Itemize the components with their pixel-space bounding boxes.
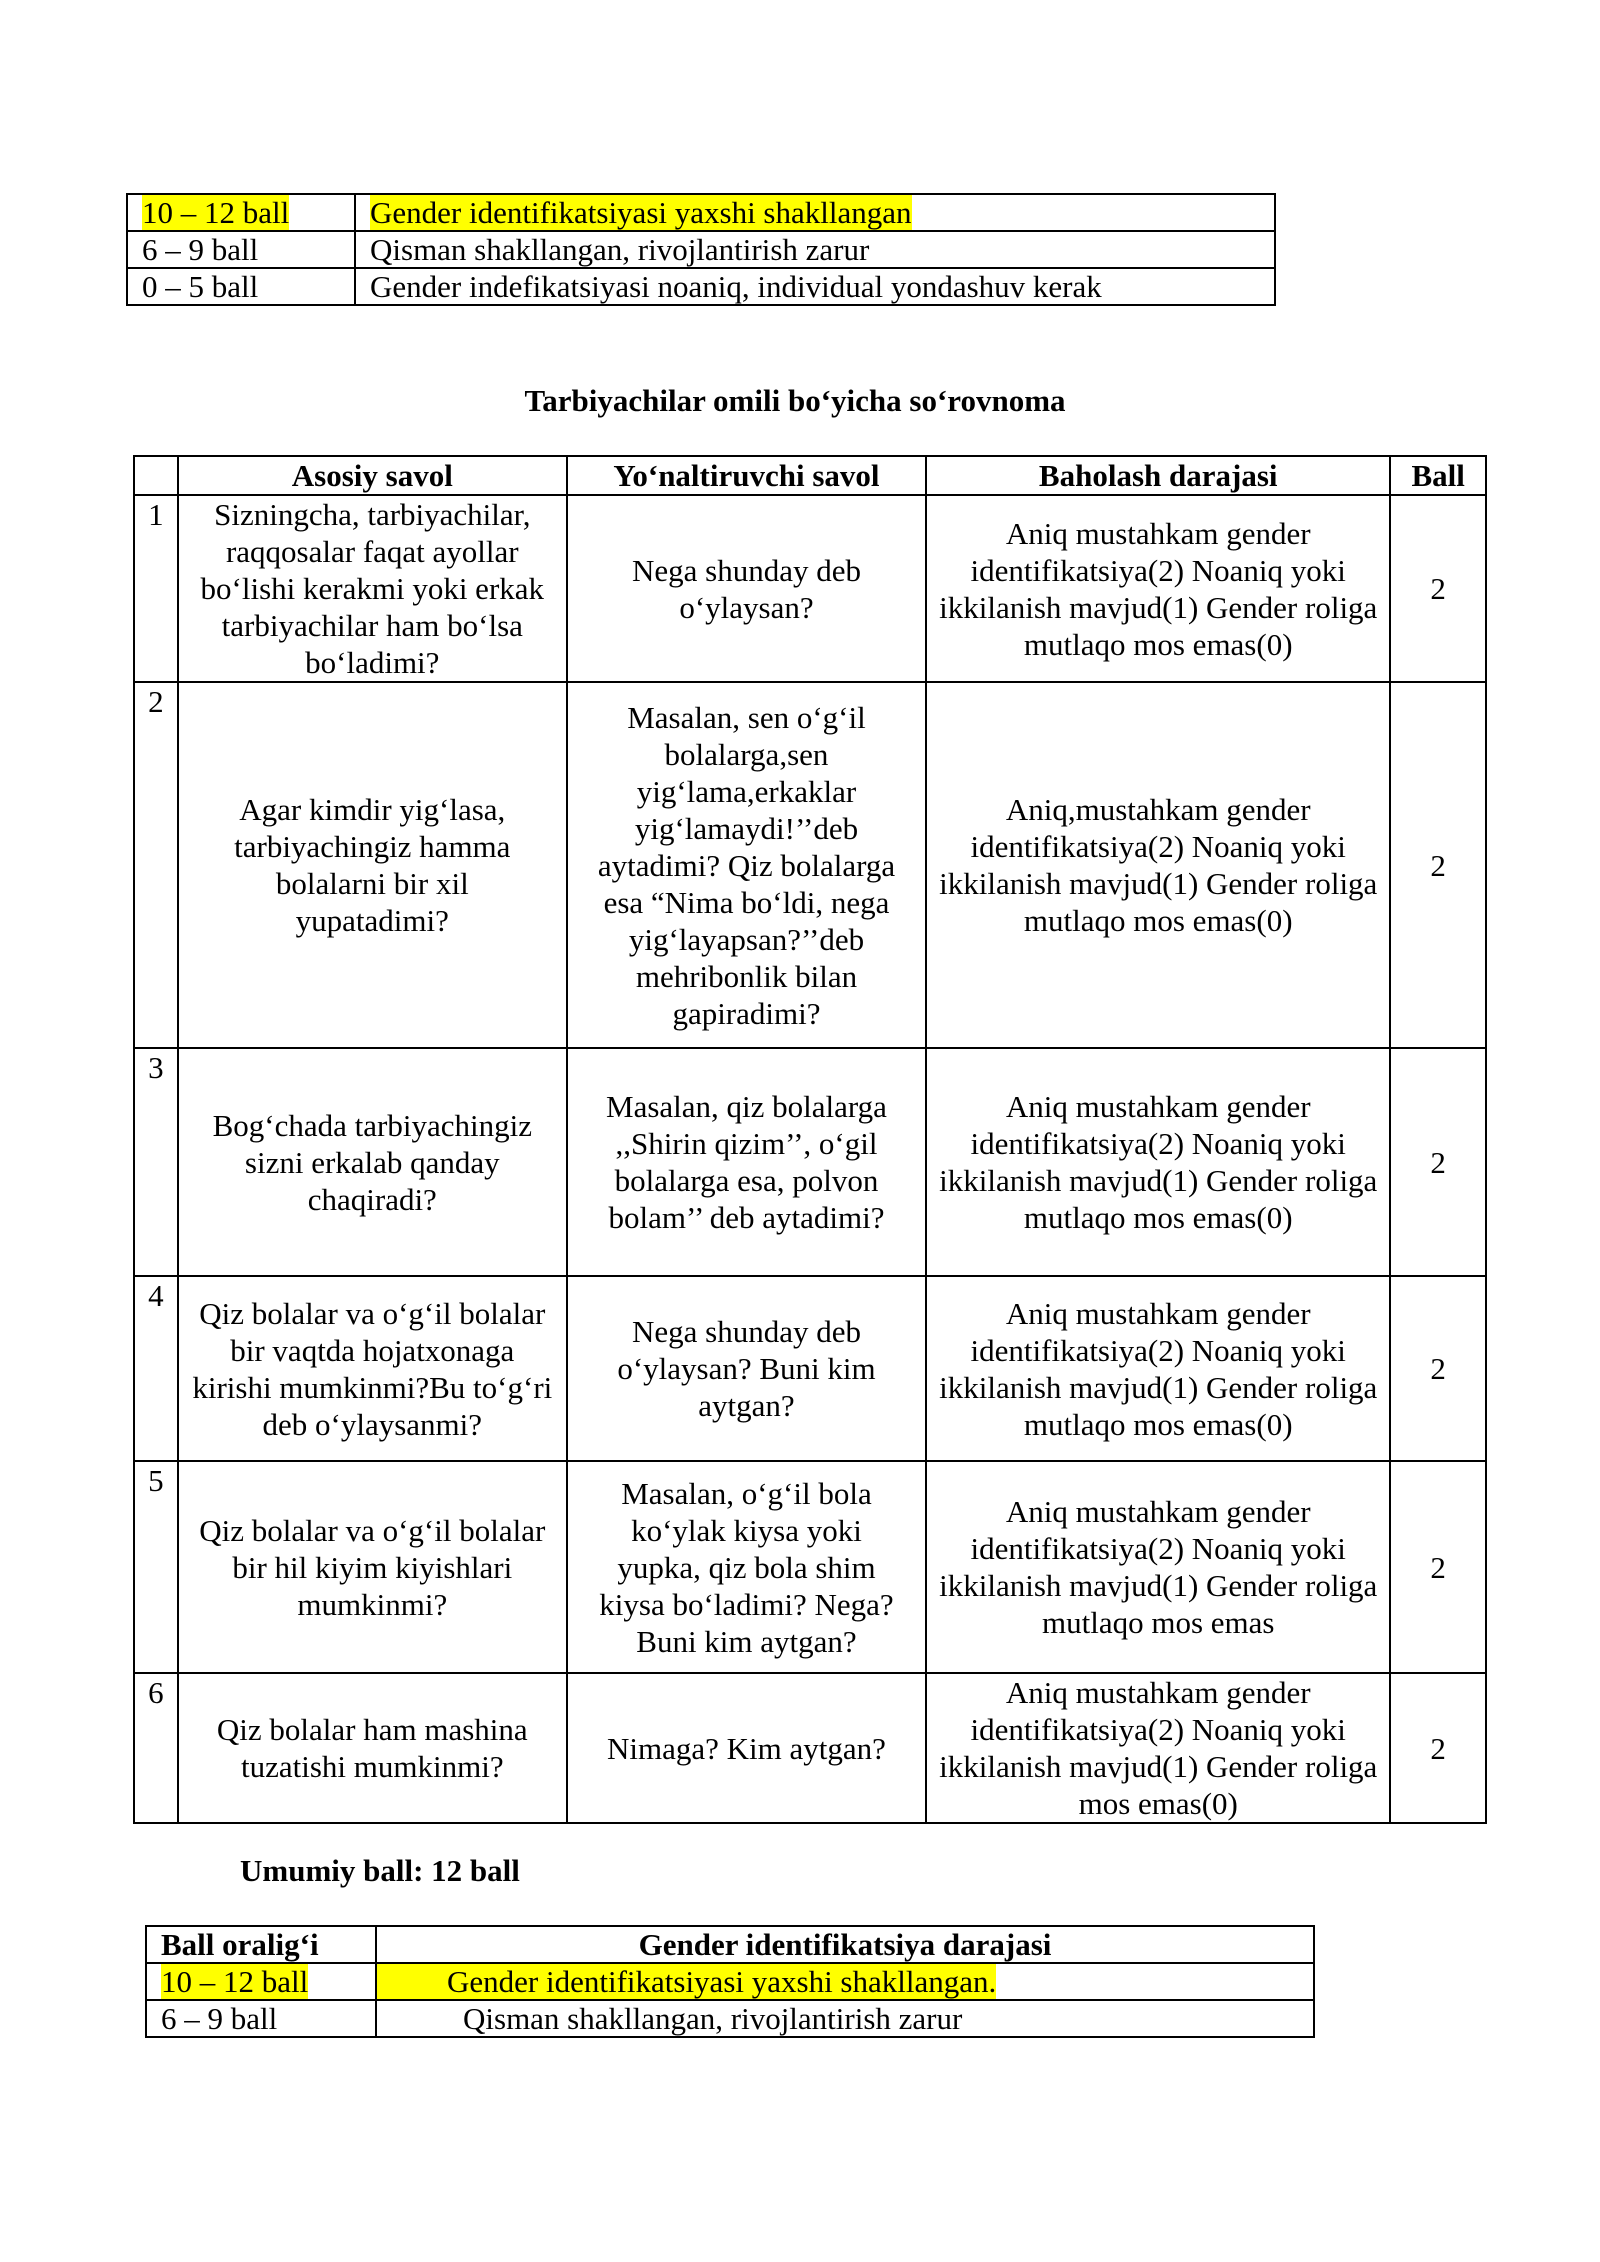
- header-main-question: Asosiy savol: [178, 456, 567, 495]
- assessment-text: Aniq mustahkam gender identifikatsiya(2) Noaniq yoki ikkilanish mavjud(1) Gender roliga mutlaqo mos emas(0): [939, 515, 1378, 662]
- main-question-text: Sizningcha, tarbiyachilar, raqqosalar faqat ayollar bo‘lishi kerakmi yoki erkak tarbiyachilar ham bo‘lsa bo‘ladimi?: [200, 497, 545, 680]
- score-cell: 2: [1390, 1276, 1486, 1461]
- score-description-cell: [355, 194, 1275, 231]
- main-question-text: Bog‘chada tarbiyachingiz sizni erkalab qanday chaqiradi?: [212, 1107, 532, 1217]
- top-score-scale-table: [126, 193, 1276, 306]
- main-question-text: Qiz bolalar va o‘g‘il bolalar bir hil kiyim kiyishlari mumkinmi?: [199, 1512, 546, 1622]
- table-row: [127, 231, 1275, 268]
- bottom-score-scale-table: [145, 1925, 1315, 2038]
- guiding-question-cell: [567, 495, 926, 682]
- row-number: 4: [134, 1276, 178, 1461]
- score-description-cell: [376, 1963, 1314, 2000]
- table-row: [134, 1276, 1486, 1461]
- guiding-question-cell: [567, 1048, 926, 1276]
- table-row: [127, 268, 1275, 305]
- guiding-question-cell: [567, 1461, 926, 1673]
- header-assessment: Baholash darajasi: [926, 456, 1390, 495]
- guiding-question-text: Masalan, qiz bolalarga ,,Shirin qizim’’, o‘gil bolalarga esa, polvon bolam’’ deb aytadimi?: [606, 1089, 887, 1235]
- main-question-cell: [178, 495, 567, 682]
- guiding-question-cell: [567, 682, 926, 1048]
- score-range-text: 10 – 12 ball: [161, 1964, 309, 1999]
- score-description-text: Qisman shakllangan, rivojlantirish zarur: [463, 2001, 963, 2036]
- assessment-text: Aniq,mustahkam gender identifikatsiya(2) Noaniq yoki ikkilanish mavjud(1) Gender roliga mutlaqo mos emas(0): [939, 792, 1378, 938]
- table-row: [127, 194, 1275, 231]
- header-row: [146, 1926, 1314, 1963]
- assessment-text: Aniq mustahkam gender identifikatsiya(2) Noaniq yoki ikkilanish mavjud(1) Gender roliga mos emas(0): [939, 1675, 1378, 1821]
- total-score-label: Umumiy ball: 12 ball: [240, 1853, 520, 1888]
- row-number: 6: [134, 1673, 178, 1823]
- score-range-cell: 6 – 9 ball: [127, 231, 355, 268]
- table-row: [134, 682, 1486, 1048]
- guiding-question-text: Masalan, sen o‘g‘il bolalarga,sen yig‘lama,erkaklar yig‘lamaydi!’’deb aytadimi? Qiz bolalarga esa “Nima bo‘ldi, nega yig‘layapsan?’’deb mehribonlik bilan gapiradimi?: [597, 699, 896, 1031]
- assessment-cell: [926, 1048, 1390, 1276]
- row-number: 1: [134, 495, 178, 682]
- header-identification-level: Gender identifikatsiya darajasi: [376, 1926, 1314, 1963]
- score-range-cell: 0 – 5 ball: [127, 268, 355, 305]
- score-description-cell: Qisman shakllangan, rivojlantirish zarur: [355, 231, 1275, 268]
- score-range-cell: [146, 1963, 376, 2000]
- score-description-text: [377, 1964, 996, 1999]
- main-question-cell: [178, 1461, 567, 1673]
- score-cell: 2: [1390, 682, 1486, 1048]
- guiding-question-text: Nega shunday deb o‘ylaysan? Buni kim aytgan?: [617, 1314, 876, 1423]
- main-question-cell: [178, 1048, 567, 1276]
- row-number: 3: [134, 1048, 178, 1276]
- header-guiding-question: Yo‘naltiruvchi savol: [567, 456, 926, 495]
- assessment-text: Aniq mustahkam gender identifikatsiya(2) Noaniq yoki ikkilanish mavjud(1) Gender roliga mutlaqo mos emas: [939, 1494, 1378, 1640]
- assessment-text: Aniq mustahkam gender identifikatsiya(2) Noaniq yoki ikkilanish mavjud(1) Gender roliga mutlaqo mos emas(0): [939, 1295, 1378, 1442]
- header-row: [134, 456, 1486, 495]
- table-row: [134, 1673, 1486, 1823]
- score-range-text: 10 – 12 ball: [142, 195, 290, 230]
- table-row: [134, 495, 1486, 682]
- main-question-text: Qiz bolalar va o‘g‘il bolalar bir vaqtda hojatxonaga kirishi mumkinmi?Bu to‘g‘ri deb o‘ylaysanmi?: [192, 1295, 553, 1442]
- table-row: [134, 1461, 1486, 1673]
- score-description-cell: Gender indefikatsiyasi noaniq, individual yondashuv kerak: [355, 268, 1275, 305]
- main-question-cell: [178, 1276, 567, 1461]
- main-question-cell: [178, 1673, 567, 1823]
- main-question-text: Qiz bolalar ham mashina tuzatishi mumkinmi?: [216, 1712, 528, 1784]
- table-row: [134, 1048, 1486, 1276]
- main-question-text: Agar kimdir yig‘lasa, tarbiyachingiz hamma bolalarni bir xil yupatadimi?: [234, 792, 511, 938]
- main-question-cell: [178, 682, 567, 1048]
- guiding-question-cell: [567, 1276, 926, 1461]
- guiding-question-text: Nega shunday deb o‘ylaysan?: [631, 552, 861, 625]
- score-cell: 2: [1390, 495, 1486, 682]
- assessment-cell: [926, 495, 1390, 682]
- row-number: 5: [134, 1461, 178, 1673]
- header-num: [134, 456, 178, 495]
- survey-table: [133, 455, 1487, 1824]
- score-range-cell: [127, 194, 355, 231]
- assessment-cell: [926, 682, 1390, 1048]
- score-cell: 2: [1390, 1673, 1486, 1823]
- score-range-cell: 6 – 9 ball: [146, 2000, 376, 2037]
- score-cell: 2: [1390, 1048, 1486, 1276]
- survey-title: Tarbiyachilar omili bo‘yicha so‘rovnoma: [524, 383, 1066, 418]
- assessment-cell: [926, 1673, 1390, 1823]
- row-number: 2: [134, 682, 178, 1048]
- assessment-text: Aniq mustahkam gender identifikatsiya(2) Noaniq yoki ikkilanish mavjud(1) Gender roliga mutlaqo mos emas(0): [939, 1089, 1378, 1235]
- score-description-label: Gender identifikatsiyasi yaxshi shakllangan.: [447, 1964, 997, 1999]
- assessment-cell: [926, 1276, 1390, 1461]
- assessment-cell: [926, 1461, 1390, 1673]
- score-description-cell: [376, 2000, 1314, 2037]
- guiding-question-text: Masalan, o‘g‘il bola ko‘ylak kiysa yoki yupka, qiz bola shim kiysa bo‘ladimi? Nega? Buni kim aytgan?: [599, 1475, 894, 1659]
- table-row: [146, 1963, 1314, 2000]
- header-score: Ball: [1390, 456, 1486, 495]
- table-row: [146, 2000, 1314, 2037]
- guiding-question-text: Nimaga? Kim aytgan?: [607, 1730, 886, 1766]
- header-score-range: Ball oralig‘i: [146, 1926, 376, 1963]
- guiding-question-cell: [567, 1673, 926, 1823]
- score-cell: 2: [1390, 1461, 1486, 1673]
- score-description-text: Gender identifikatsiyasi yaxshi shakllangan: [370, 195, 912, 230]
